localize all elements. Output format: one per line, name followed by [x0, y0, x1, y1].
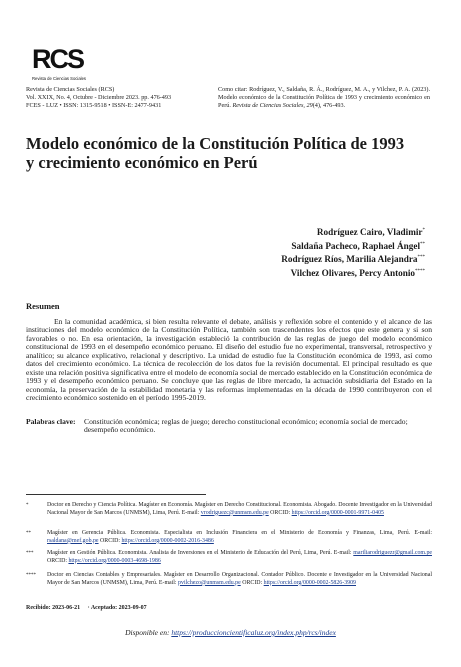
- orcid-link[interactable]: https://orcid.org/0000-0002-2016-3486: [121, 537, 214, 544]
- logo-subtitle: Revista de Ciencias Sociales: [32, 76, 86, 81]
- email-link[interactable]: vrodriguezc@unmsm.edu.pe: [200, 509, 269, 516]
- keywords-text: Constitución económica; reglas de juego; derecho constitucional económico; economía social de mercado; desempeño económico.: [84, 417, 408, 435]
- author-name: Saldaña Pacheco, Raphael Ángel**: [291, 240, 425, 251]
- footnote-mark: **: [26, 531, 31, 536]
- abstract-paragraph: En la comunidad académica, si bien resulta relevante el debate, análisis y reflexión sobre el contenido y el alcance de las instituciones del modelo económico de la Constitución Política, también son trascendentes los efectos que este genera y si son favorables o no. En esa orientación, la investigación estableció la contribución de las reglas de juego del modelo económico constitucional de 1993 en el desempeño económico peruano. El diseño del estudio fue no experimental, transversal, retrospectivo y analítico; su alcance explicativo, relacional y descriptivo. La unidad de estudio fue la Constitución económica de 1993, así como datos del crecimiento económico. La técnica de recolección de los datos fue la revisión documental. El principal resultado es que existe una relación positiva significativa entre el modelo de economía social de mercado establecido en la Constitución económica de 1993 y el desempeño económico peruano. Se concluye que las reglas de libre mercado, la actuación subsidiaria del Estado en la economía, la preservación de la estabilidad monetaria y las reformas implementadas en la década de 1990 contribuyeron con el crecimiento económico sostenido en el período 1995-2019.: [26, 317, 432, 403]
- journal-info: [26, 86, 206, 111]
- citation-tail: (4), 476-493.: [312, 102, 346, 110]
- logo-mark: RCS: [32, 44, 84, 74]
- journal-url-link[interactable]: https://produccioncientificaluz.org/index.php/rcs/index: [171, 628, 336, 637]
- footnote-divider: [26, 494, 206, 495]
- journal-name: Revista de Ciencias Sociales (RCS): [26, 86, 115, 93]
- submission-dates: [26, 605, 153, 611]
- orcid-link[interactable]: https://orcid.org/0000-0001-9971-0405: [291, 509, 384, 516]
- citation-journal: Revista de Ciencias Sociales, 29: [232, 102, 313, 110]
- keywords-label: Palabras clave:: [26, 417, 76, 426]
- author-list: [281, 225, 425, 279]
- journal-logo: [32, 44, 90, 86]
- citation-text: Como citar: Rodríguez, V., Saldaña, R. Á., Rodríguez, M. A., y Vilchez, P. A. (2023). Modelo económico de la Constitución Política de 1993 y crecimiento económico en Perú.: [218, 86, 430, 110]
- footnote-mark: **: [420, 241, 425, 247]
- journal-volume: Vol. XXIX, No. 4, Octubre - Diciembre 2023. pp. 476-493: [26, 94, 172, 102]
- abstract-heading: Resumen: [26, 301, 60, 311]
- author-name: Vilchez Olivares, Percy Antonio****: [290, 267, 425, 278]
- footnote-mark: *: [422, 228, 425, 233]
- availability-line: [0, 628, 461, 637]
- journal-issn: FCES - LUZ • ISSN: 1315-9518 • ISSN-E: 2477-9431: [26, 102, 162, 110]
- keywords-block: [26, 417, 432, 435]
- accepted-date: · Aceptado: 2023-09-07: [87, 605, 147, 611]
- citation-block: [218, 86, 430, 111]
- footnote-mark: ****: [26, 573, 36, 578]
- email-link[interactable]: mariliarodriguezr@gmail.com.pe: [353, 550, 432, 556]
- article-title: Modelo económico de la Constitución Política de 1993 y crecimiento económico en Perú: [26, 134, 405, 172]
- footnote-mark: *: [26, 503, 29, 508]
- email-link[interactable]: pvilchezo@unmsm.edu.pe: [178, 579, 241, 586]
- abstract-body: [26, 318, 432, 403]
- availability-label: Disponible en:: [125, 628, 172, 637]
- orcid-link[interactable]: https://orcid.org/0000-0002-5826-3909: [263, 579, 356, 586]
- footnote-mark: ***: [26, 551, 34, 556]
- footnote-mark: ***: [417, 255, 425, 261]
- email-link[interactable]: rsaldana@mef.gob.pe: [47, 537, 99, 544]
- footnote-mark: ****: [415, 268, 425, 274]
- author-name: Rodríguez Ríos, Marilia Alejandra***: [281, 254, 425, 265]
- orcid-link[interactable]: https://orcid.org/0000-0003-4698-1986: [68, 557, 161, 564]
- author-name: Rodríguez Cairo, Vladimir*: [316, 227, 425, 238]
- received-date: Recibido: 2023-06-21: [26, 605, 81, 611]
